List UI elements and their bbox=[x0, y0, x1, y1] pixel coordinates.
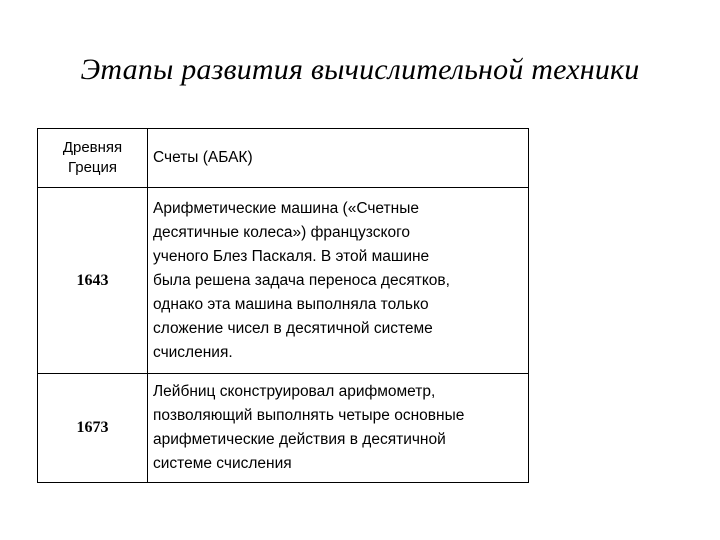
description-cell bbox=[148, 374, 529, 483]
period-year: 1643 bbox=[76, 271, 109, 289]
period-cell bbox=[38, 129, 148, 188]
description-text: Лейбниц сконструировал арифмометр, позволяющий выполнять четыре основные арифметические действия в десятичной системе счисления bbox=[153, 383, 465, 472]
period-cell bbox=[38, 188, 148, 374]
period-label: Древняя Греция bbox=[62, 139, 123, 176]
period-year: 1673 bbox=[76, 419, 109, 436]
description-text: Арифметические машина («Счетные десятичные колеса») французского ученого Блез Паскаля. В этой машине была решена задача переноса десятков, однако эта машина выполняла только сложение чисел в десятичной системе счисления. bbox=[153, 199, 450, 361]
history-table bbox=[37, 128, 529, 483]
period-cell bbox=[38, 374, 148, 483]
description-text: Счеты (АБАК) bbox=[153, 149, 253, 166]
description-cell bbox=[148, 129, 529, 188]
table-row bbox=[38, 188, 529, 374]
table-row bbox=[38, 374, 529, 483]
description-cell bbox=[148, 188, 529, 374]
table-row bbox=[38, 129, 529, 188]
page-title: Этапы развития вычислительной техники bbox=[80, 53, 640, 86]
